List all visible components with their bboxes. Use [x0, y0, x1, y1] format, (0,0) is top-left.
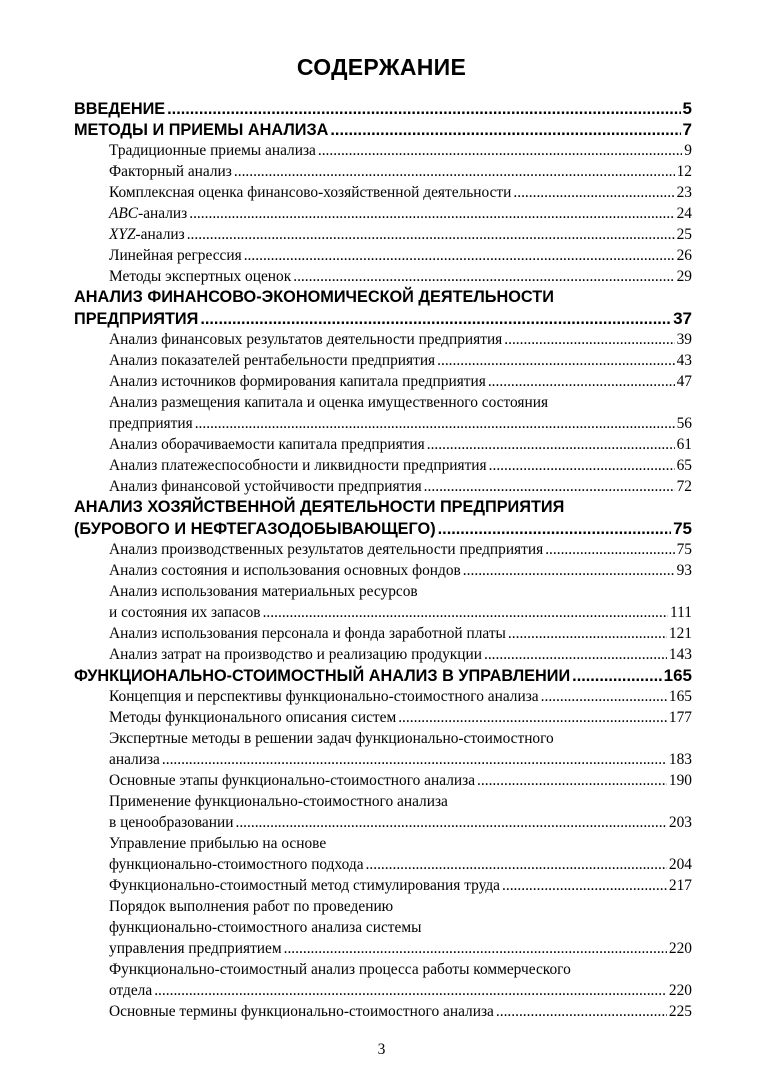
toc-page-number: 39: [676, 331, 692, 348]
toc-entry-text: МЕТОДЫ И ПРИЕМЫ АНАЛИЗА: [74, 121, 329, 139]
toc-page-number: 204: [668, 856, 692, 873]
toc-section-entry[interactable]: [74, 413, 692, 434]
toc-page-number: 121: [668, 625, 692, 642]
toc-dot-leader: [496, 1001, 667, 1022]
toc-entry-title: [109, 896, 393, 917]
toc-section-entry[interactable]: [74, 959, 692, 980]
toc-section-entry[interactable]: [74, 791, 692, 812]
toc-entry-title: [74, 497, 564, 518]
toc-section-entry[interactable]: [74, 812, 692, 833]
toc-entry-text: Экспертные методы в решении задач функционально-стоимостного: [109, 730, 554, 747]
toc-entry-title: [74, 99, 165, 120]
toc-entry-text: ВВЕДЕНИЕ: [74, 100, 166, 118]
toc-entry-text: ПРЕДПРИЯТИЯ: [74, 310, 199, 328]
toc-entry-title: [109, 917, 421, 938]
toc-entry-text: Факторный анализ: [109, 163, 232, 180]
toc-dot-leader: [195, 413, 675, 434]
toc-page-number: 72: [676, 478, 692, 495]
toc-entry-text: Управление прибылью на основе: [109, 835, 327, 852]
toc-entry-text: Анализ показателей рентабельности предприятия: [109, 352, 436, 369]
toc-entry-text: Функционально-стоимостный метод стимулирования труда: [109, 877, 500, 894]
toc-entry-text: отдела: [109, 982, 153, 999]
toc-entry-title: [109, 455, 487, 476]
toc-page-number: 165: [663, 666, 692, 685]
toc-section-entry[interactable]: [74, 245, 692, 266]
table-of-contents: [74, 98, 692, 1022]
toc-page-number: 93: [676, 562, 692, 579]
toc-dot-leader: [504, 329, 674, 350]
toc-page-number: 29: [676, 268, 692, 285]
toc-page-number: 75: [673, 519, 692, 538]
toc-entry-title: [109, 938, 282, 959]
toc-section-entry[interactable]: [74, 644, 692, 665]
toc-section-entry[interactable]: [74, 728, 692, 749]
toc-entry-italic-prefix: XYZ: [109, 226, 136, 243]
toc-dot-leader: [330, 120, 680, 141]
toc-page-number: 75: [676, 541, 692, 558]
toc-page-number: 7: [682, 120, 692, 139]
toc-entry-text: Функционально-стоимостный анализ процесса работы коммерческого: [109, 961, 571, 978]
toc-entry-title: [109, 371, 486, 392]
toc-entry-text: функционально-стоимостного подхода: [109, 856, 364, 873]
toc-entry-title: [109, 224, 185, 245]
toc-entry-text: управления предприятием: [109, 940, 282, 957]
toc-page-number: 23: [676, 184, 692, 201]
toc-section-entry[interactable]: [74, 896, 692, 917]
toc-entry-text: Анализ платежеспособности и ликвидности предприятия: [109, 457, 487, 474]
toc-entry-text: АНАЛИЗ ФИНАНСОВО-ЭКОНОМИЧЕСКОЙ ДЕЯТЕЛЬНОСТИ: [74, 288, 554, 306]
toc-entry-text: АНАЛИЗ ХОЗЯЙСТВЕННОЙ ДЕЯТЕЛЬНОСТИ ПРЕДПРИЯТИЯ: [74, 498, 565, 516]
toc-dot-leader: [244, 245, 675, 266]
toc-entry-title: [109, 434, 425, 455]
toc-dot-leader: [200, 309, 671, 330]
toc-entry-title: [109, 161, 232, 182]
toc-dot-leader: [477, 770, 667, 791]
toc-page-number: 12: [676, 163, 692, 180]
toc-dot-leader: [234, 161, 675, 182]
toc-section-entry[interactable]: [74, 875, 692, 896]
toc-entry-text: Анализ состояния и использования основных фондов: [109, 562, 461, 579]
toc-entry-title: [109, 560, 461, 581]
toc-entry-text: Основные термины функционально-стоимостного анализа: [109, 1003, 494, 1020]
toc-section-entry[interactable]: [74, 602, 692, 623]
toc-entry-text: Основные этапы функционально-стоимостного анализа: [109, 772, 476, 789]
toc-section-entry[interactable]: [74, 224, 692, 245]
toc-entry-text: Анализ оборачиваемости капитала предприятия: [109, 436, 425, 453]
toc-page-number: 183: [668, 751, 692, 768]
toc-entry-text: Порядок выполнения работ по проведению: [109, 898, 394, 915]
toc-section-entry[interactable]: [74, 854, 692, 875]
toc-page-number: 24: [676, 205, 692, 222]
toc-section-entry[interactable]: [74, 371, 692, 392]
toc-entry-title: [109, 140, 316, 161]
toc-section-entry[interactable]: [74, 161, 692, 182]
toc-section-entry[interactable]: [74, 770, 692, 791]
toc-page-number: 143: [668, 646, 692, 663]
toc-dot-leader: [366, 854, 667, 875]
toc-chapter-entry[interactable]: [74, 308, 692, 329]
toc-dot-leader: [398, 707, 667, 728]
toc-section-entry[interactable]: [74, 266, 692, 287]
toc-entry-title: [109, 539, 543, 560]
toc-page-number: 61: [676, 436, 692, 453]
toc-section-entry[interactable]: [74, 980, 692, 1001]
toc-dot-leader: [502, 875, 667, 896]
toc-section-entry[interactable]: [74, 623, 692, 644]
toc-page-number: 190: [668, 772, 692, 789]
toc-section-entry[interactable]: [74, 1001, 692, 1022]
toc-entry-title: [109, 392, 548, 413]
toc-section-entry[interactable]: [74, 434, 692, 455]
toc-chapter-entry[interactable]: [74, 119, 692, 140]
toc-entry-title: [109, 644, 482, 665]
toc-section-entry[interactable]: [74, 455, 692, 476]
toc-section-entry[interactable]: [74, 833, 692, 854]
page-number: 3: [377, 1041, 386, 1058]
toc-dot-leader: [488, 371, 675, 392]
toc-entry-text: в ценообразовании: [109, 814, 234, 831]
page-title: СОДЕРЖАНИЕ: [296, 54, 467, 80]
toc-entry-title: [109, 413, 193, 434]
toc-entry-title: [109, 581, 418, 602]
toc-dot-leader: [318, 140, 682, 161]
toc-page-number: 220: [668, 982, 692, 999]
toc-entry-title: [109, 245, 242, 266]
toc-dot-leader: [284, 938, 667, 959]
toc-page-number: 111: [670, 604, 692, 621]
toc-entry-text: Анализ использования персонала и фонда заработной платы: [109, 625, 506, 642]
toc-entry-title: [109, 203, 187, 224]
toc-dot-leader: [541, 686, 667, 707]
toc-page-number: 177: [668, 709, 692, 726]
toc-page-number: 203: [668, 814, 692, 831]
toc-entry-title: [109, 980, 152, 1001]
toc-entry-text: Применение функционально-стоимостного анализа: [109, 793, 448, 810]
toc-page-number: 56: [676, 415, 692, 432]
toc-page-number: 65: [676, 457, 692, 474]
toc-entry-title: [74, 309, 198, 330]
toc-entry-text: предприятия: [109, 415, 193, 432]
toc-entry-title: [109, 812, 233, 833]
toc-dot-leader: [154, 980, 667, 1001]
toc-dot-leader: [187, 224, 675, 245]
toc-page-number: 25: [676, 226, 692, 243]
toc-entry-text: Анализ источников формирования капитала предприятия: [109, 373, 486, 390]
toc-entry-title: [74, 519, 436, 540]
toc-entry-text: Методы экспертных оценок: [109, 268, 292, 285]
toc-page-number: 217: [668, 877, 692, 894]
toc-entry-text: и состояния их запасов: [109, 604, 261, 621]
toc-dot-leader: [235, 812, 666, 833]
toc-entry-text: Анализ финансовой устойчивости предприятия: [109, 478, 422, 495]
toc-entry-title: [109, 854, 364, 875]
toc-page-number: 225: [668, 1003, 692, 1020]
toc-section-entry[interactable]: [74, 917, 692, 938]
toc-entry-title: [109, 182, 511, 203]
toc-section-entry[interactable]: [74, 392, 692, 413]
toc-entry-title: [109, 350, 435, 371]
toc-entry-text: Анализ размещения капитала и оценка имущественного состояния: [109, 394, 549, 411]
toc-entry-title: [109, 791, 448, 812]
toc-entry-text: Концепция и перспективы функционально-стоимостного анализа: [109, 688, 539, 705]
toc-section-entry[interactable]: [74, 329, 692, 350]
toc-page-number: 9: [684, 142, 692, 159]
toc-dot-leader: [545, 539, 674, 560]
toc-entry-title: [109, 875, 500, 896]
toc-dot-leader: [424, 476, 675, 497]
toc-entry-text: (БУРОВОГО И НЕФТЕГАЗОДОБЫВАЮЩЕГО): [74, 520, 436, 538]
toc-dot-leader: [167, 99, 680, 120]
toc-chapter-entry[interactable]: [74, 518, 692, 539]
toc-entry-title: [74, 120, 328, 141]
toc-entry-text: Традиционные приемы анализа: [109, 142, 316, 159]
toc-page-number: 47: [676, 373, 692, 390]
toc-section-entry[interactable]: [74, 140, 692, 161]
toc-page-number: 43: [676, 352, 692, 369]
toc-page-number: 220: [668, 940, 692, 957]
toc-entry-text: анализа: [109, 751, 160, 768]
toc-dot-leader: [508, 623, 667, 644]
toc-entry-text: Линейная регрессия: [109, 247, 242, 264]
toc-chapter-entry[interactable]: [74, 665, 692, 686]
toc-section-entry[interactable]: [74, 350, 692, 371]
toc-entry-title: [109, 959, 571, 980]
toc-section-entry[interactable]: [74, 203, 692, 224]
toc-entry-title: [109, 266, 291, 287]
toc-chapter-entry[interactable]: [74, 98, 692, 119]
toc-section-entry[interactable]: [74, 182, 692, 203]
toc-dot-leader: [293, 266, 674, 287]
toc-entry-title: [109, 728, 554, 749]
toc-entry-text: Комплексная оценка финансово-хозяйственной деятельности: [109, 184, 512, 201]
toc-entry-text: Анализ затрат на производство и реализацию продукции: [109, 646, 482, 663]
toc-entry-text: ФУНКЦИОНАЛЬНО-СТОИМОСТНЫЙ АНАЛИЗ В УПРАВЛЕНИИ: [74, 667, 571, 685]
toc-entry-text: Анализ использования материальных ресурсов: [109, 583, 418, 600]
toc-dot-leader: [463, 560, 675, 581]
toc-chapter-entry[interactable]: [74, 287, 692, 308]
toc-entry-title: [74, 666, 570, 687]
toc-entry-text: -анализ: [135, 226, 185, 243]
toc-entry-title: [109, 329, 502, 350]
toc-entry-text: Методы функционального описания систем: [109, 709, 397, 726]
toc-entry-title: [109, 770, 475, 791]
toc-entry-title: [109, 749, 160, 770]
toc-page-number: 5: [682, 99, 692, 118]
toc-chapter-entry[interactable]: [74, 497, 692, 518]
toc-entry-title: [109, 707, 396, 728]
toc-entry-title: [109, 1001, 494, 1022]
toc-section-entry[interactable]: [74, 749, 692, 770]
toc-section-entry[interactable]: [74, 539, 692, 560]
toc-dot-leader: [484, 644, 667, 665]
toc-section-entry[interactable]: [74, 581, 692, 602]
toc-entry-title: [109, 602, 261, 623]
toc-section-entry[interactable]: [74, 686, 692, 707]
toc-section-entry[interactable]: [74, 476, 692, 497]
toc-section-entry[interactable]: [74, 938, 692, 959]
toc-dot-leader: [189, 203, 674, 224]
toc-entry-text: Анализ финансовых результатов деятельности предприятия: [109, 331, 503, 348]
toc-dot-leader: [437, 350, 674, 371]
toc-entry-title: [109, 623, 506, 644]
toc-entry-text: -анализ: [138, 205, 188, 222]
toc-dot-leader: [489, 455, 675, 476]
toc-dot-leader: [427, 434, 675, 455]
toc-dot-leader: [572, 666, 661, 687]
toc-entry-text: функционально-стоимостного анализа системы: [109, 919, 422, 936]
toc-entry-title: [109, 476, 422, 497]
toc-entry-italic-prefix: ABC: [109, 205, 139, 222]
toc-dot-leader: [513, 182, 674, 203]
toc-entry-title: [109, 686, 539, 707]
toc-section-entry[interactable]: [74, 707, 692, 728]
toc-page-number: 37: [673, 309, 692, 328]
toc-entry-title: [74, 287, 554, 308]
toc-page-number: 165: [668, 688, 692, 705]
toc-dot-leader: [263, 602, 668, 623]
toc-dot-leader: [162, 749, 667, 770]
toc-dot-leader: [438, 519, 671, 540]
toc-entry-title: [109, 833, 326, 854]
toc-entry-text: Анализ производственных результатов деятельности предприятия: [109, 541, 544, 558]
toc-section-entry[interactable]: [74, 560, 692, 581]
toc-page-number: 26: [676, 247, 692, 264]
